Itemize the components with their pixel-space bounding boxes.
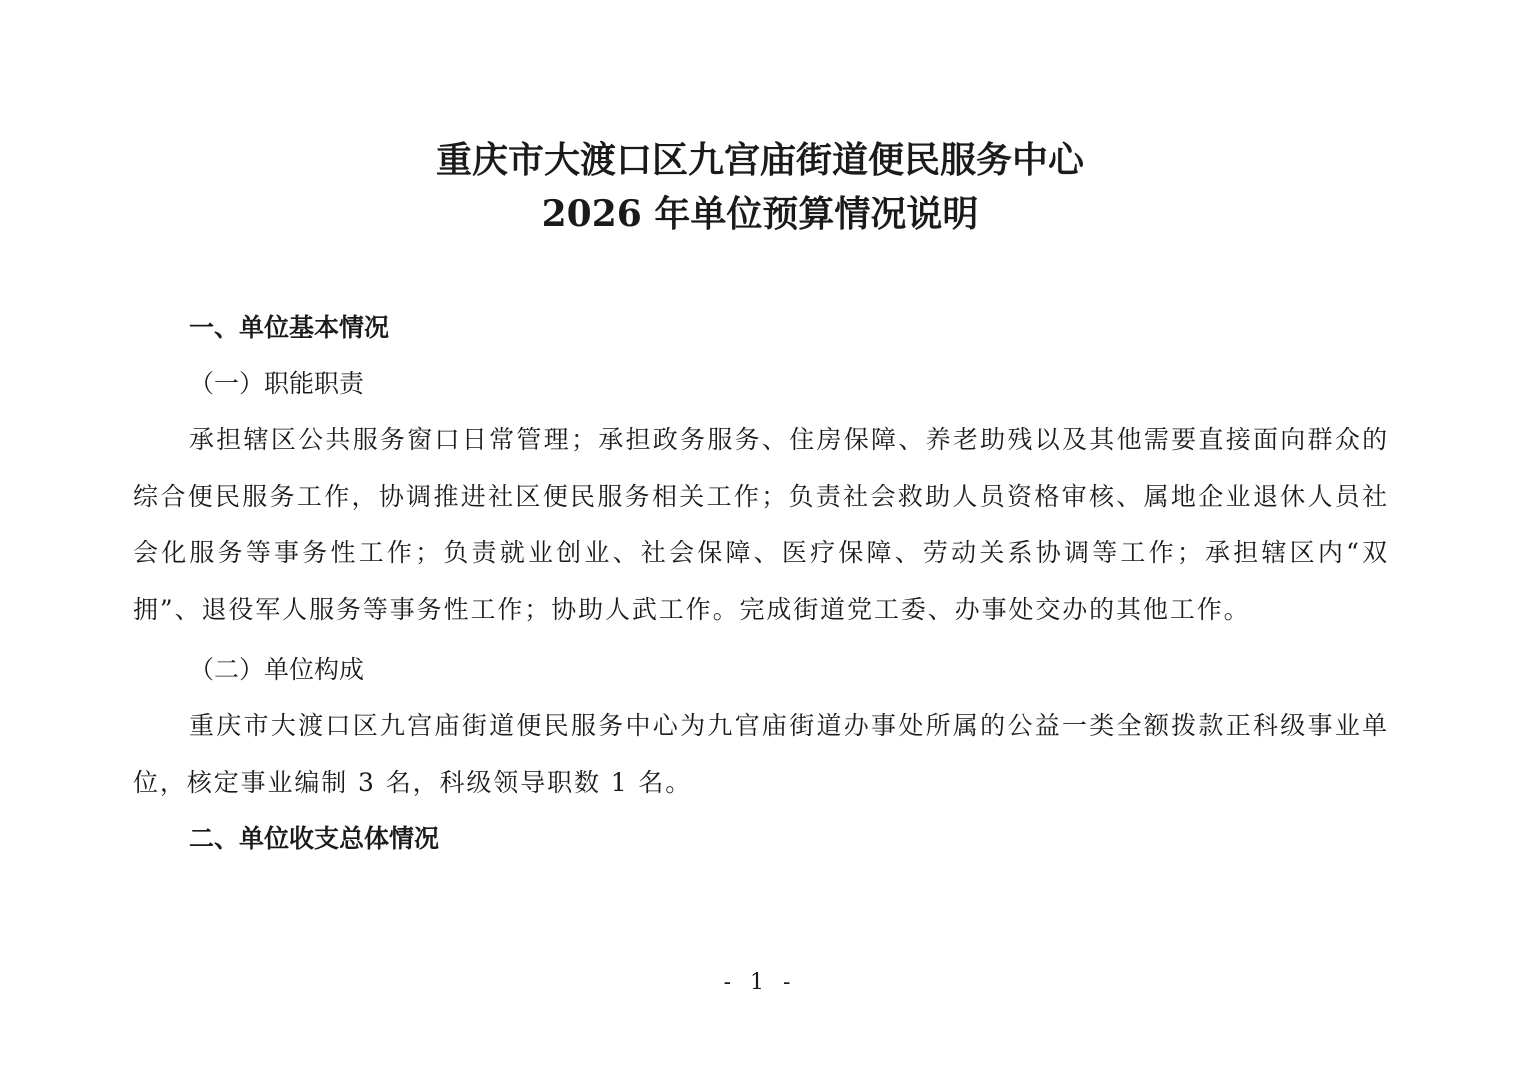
duties-paragraph: 承担辖区公共服务窗口日常管理；承担政务服务、住房保障、养老助残以及其他需要直接面向群众的综合便民服务工作，协调推进社区便民服务相关工作；负责社会救助人员资格审核、属地企业退休人员社会化服务等事务性工作；负责就业创业、社会保障、医疗保障、劳动关系协调等工作；承担辖区内“双拥”、退役军人服务等事务性工作；协助人武工作。完成街道党工委、办事处交办的其他工作。	[133, 425, 1389, 624]
subsection-heading-duties: （一）职能职责	[189, 369, 365, 398]
section-heading-income-expenditure: 二、单位收支总体情况	[189, 824, 440, 853]
document-title-line-1: 重庆市大渡口区九宫庙街道便民服务中心	[435, 139, 1084, 181]
page-number: - 1 -	[723, 970, 797, 995]
subsection-heading-composition: （二）单位构成	[189, 655, 365, 684]
document-title-line-2: 2026 年单位预算情况说明	[541, 193, 979, 235]
section-heading-basic-info: 一、单位基本情况	[189, 313, 390, 342]
document-body	[133, 300, 1389, 867]
composition-paragraph: 重庆市大渡口区九宫庙街道便民服务中心为九官庙街道办事处所属的公益一类全额拨款正科级事业单位，核定事业编制 3 名，科级领导职数 1 名。	[133, 711, 1389, 797]
